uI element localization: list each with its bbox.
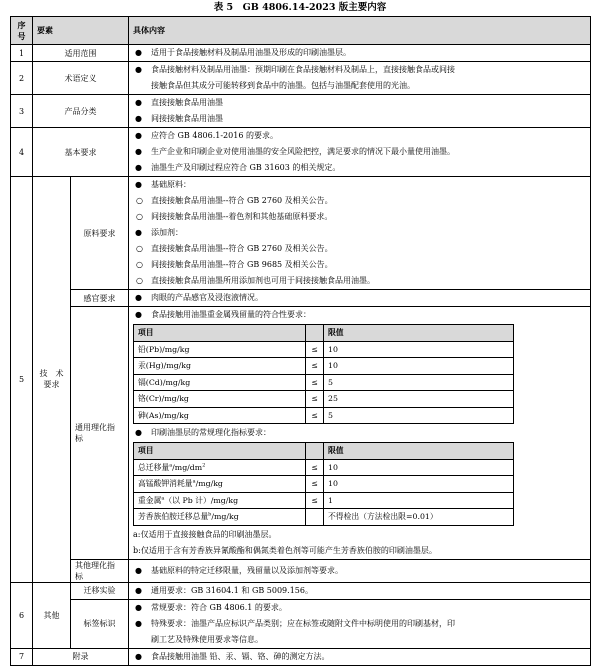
bullet-icon: ● — [135, 618, 142, 628]
bullet-icon: ● — [135, 651, 142, 661]
bullet-icon: ● — [135, 565, 142, 575]
table-row: 重金属$^a$（以 Pb 计）/mg/kg ≤ 1 — [134, 492, 514, 509]
sub-item-other: 其他理化指 标 — [71, 559, 129, 582]
row-content: ● 直接接触食品用油墨 ● 间接接触食品用油墨 — [129, 95, 591, 128]
row-num: 6 — [11, 582, 33, 648]
table-row — [11, 62, 591, 95]
bullet-icon: ● — [135, 147, 142, 156]
row-num: 1 — [11, 45, 33, 62]
row-item: 基本要求 — [33, 128, 129, 177]
physchem-content: ● 食品接触用油墨重金属残留量的符合性要求： 项目 限值 铅(Pb)/mg/kg ≤ 10 汞(Hg)/mg/kg ≤ 10 镉(Cd)/mg/kg ≤ 5 铬(Cr)/mg/kg ≤ 25 砷(As)/mg/kg ≤ 5 ● 印刷油墨层的常规理化指标要求： 项目 限值 总迁移量$^a/mg/dm^2$ ≤ 10 高锰酸钾消耗量$^a$/mg/kg ≤ 10 重金属$^a$（以 Pb 计）/mg/kg ≤ 1 芳香族伯胺迁移总量$^b$/mg/kg 不得检出（方法检出限=0.01） a:仅适用于直接接触食品的印刷油墨层。 b:仅适用于含有芳香族异氰酸酯和偶氮类着色剂等可能产生芳香族伯胺的印刷油墨层。 — [129, 307, 591, 560]
row-num: 4 — [11, 128, 33, 177]
table-row — [11, 290, 591, 307]
sub-item-migration: 迁移实验 — [71, 582, 129, 599]
bullet-icon: ● — [135, 114, 142, 123]
bullet-icon: ● — [135, 131, 142, 140]
bullet-icon: ● — [135, 293, 142, 302]
table-row: 铅(Pb)/mg/kg ≤ 10 — [134, 341, 514, 358]
inner-header-row: 项目 限值 — [134, 443, 514, 460]
table-row — [11, 648, 591, 665]
content-table — [10, 16, 591, 666]
table-row — [11, 177, 591, 290]
table-row: 汞(Hg)/mg/kg ≤ 10 — [134, 358, 514, 375]
bullet-icon: ● — [135, 180, 142, 189]
table-header-row — [11, 17, 591, 45]
row-item: 其他 — [33, 582, 71, 648]
table-row: 总迁移量$^a/mg/dm^2$ ≤ 10 — [134, 459, 514, 476]
inner-header-row: 项目 限值 — [134, 325, 514, 342]
row-item: 适用范围 — [33, 45, 129, 62]
row-content: ● 食品接触用油墨 铅、汞、镉、铬、砷的测定方法。 — [129, 648, 591, 665]
row-num: 2 — [11, 62, 33, 95]
bullet-icon: ● — [135, 65, 142, 74]
row-num: 5 — [11, 177, 33, 583]
row-num: 7 — [11, 648, 33, 665]
row-item: 产品分类 — [33, 95, 129, 128]
circle-bullet-icon: ○ — [136, 212, 143, 221]
header-content: 具体内容 — [129, 17, 591, 45]
row-item: 术语定义 — [33, 62, 129, 95]
row-num: 3 — [11, 95, 33, 128]
heavy-metal-table — [133, 324, 514, 424]
table-row — [11, 95, 591, 128]
table-row — [11, 599, 591, 648]
bullet-icon: ● — [135, 602, 142, 612]
migration-content: ● 通用要求：GB 31604.1 和 GB 5009.156。 — [129, 582, 591, 599]
bullet-icon: ● — [135, 310, 142, 319]
table-row — [11, 559, 591, 582]
circle-bullet-icon: ○ — [136, 244, 143, 253]
sub-item-raw: 原料要求 — [71, 177, 129, 290]
bullet-icon: ● — [135, 228, 142, 237]
circle-bullet-icon: ○ — [136, 260, 143, 269]
table-row: 砷(As)/mg/kg ≤ 5 — [134, 407, 514, 424]
sub-item-sensory: 感官要求 — [71, 290, 129, 307]
bullet-icon: ● — [135, 585, 142, 595]
labeling-content: ● 常规要求：符合 GB 4806.1 的要求。 ● 特殊要求：油墨产品应标识产品类别；应在标签或随附文件中标明使用的印刷基材，印 刷工艺及特殊使用要求等信息。 — [129, 599, 591, 648]
row-content: ● 食品接触材料及制品用油墨：预期印刷在食品接触材料及制品上，直接接触食品或间接 接触食品但其成分可能转移到食品中的油墨。包括与油墨配套使用的光油。 — [129, 62, 591, 95]
row-content: ● 适用于食品接触材料及制品用油墨及形成的印刷油墨层。 — [129, 45, 591, 62]
table-row: 芳香族伯胺迁移总量$^b$/mg/kg 不得检出（方法检出限=0.01） — [134, 509, 514, 526]
bullet-icon: ● — [135, 163, 142, 172]
header-num: 序号 — [11, 17, 33, 45]
circle-bullet-icon: ○ — [136, 196, 143, 205]
footnote-b: b:仅适用于含有芳香族异氰酸酯和偶氮类着色剂等可能产生芳香族伯胺的印刷油墨层。 — [133, 545, 437, 555]
table-row — [11, 128, 591, 177]
sensory-content: ● 肉眼的产品感官及浸泡液情况。 — [129, 290, 591, 307]
bullet-icon: ● — [135, 48, 142, 57]
footnote-a: a:仅适用于直接接触食品的印刷油墨层。 — [133, 529, 277, 539]
sub-item-labeling: 标签标识 — [71, 599, 129, 648]
bullet-icon: ● — [135, 98, 142, 107]
table-row — [11, 307, 591, 560]
circle-bullet-icon: ○ — [136, 276, 143, 285]
raw-content: ● 基础原料： ○ 直接接触食品用油墨--符合 GB 2760 及相关公告。 ○ 间接接触食品用油墨--着色剂和其他基础原料要求。 ● 添加剂： ○ 直接接触食品用油墨--符合 GB 2760 及相关公告。 ○ 间接接触食品用油墨--符合 GB 9685 及相关公告。 ○ 直接接触食品用油墨所用添加剂也可用于间接接触食品用油墨。 — [129, 177, 591, 290]
table-row: 高锰酸钾消耗量$^a$/mg/kg ≤ 10 — [134, 476, 514, 493]
physchem-index-table — [133, 442, 514, 526]
other-content: ● 基础原料的特定迁移限量，残留量以及添加剂等要求。 — [129, 559, 591, 582]
table-row — [11, 45, 591, 62]
table-row: 镉(Cd)/mg/kg ≤ 5 — [134, 374, 514, 391]
table-caption: 表 5 GB 4806.14-2023 版主要内容 — [213, 2, 387, 13]
bullet-icon: ● — [135, 428, 142, 437]
table-row — [11, 582, 591, 599]
row-item: 技 术 要求 — [33, 177, 71, 583]
sub-item-physchem: 通用理化指 标 — [71, 307, 129, 560]
header-item: 要素 — [33, 17, 129, 45]
row-content: ● 应符合 GB 4806.1-2016 的要求。 ● 生产企业和印刷企业对使用油墨的安全风险把控，满足要求的情况下最小量使用油墨。 ● 油墨生产及印刷过程应符合 GB 31603 的相关规定。 — [129, 128, 591, 177]
table-row: 铬(Cr)/mg/kg ≤ 25 — [134, 391, 514, 408]
row-item: 附录 — [33, 648, 129, 665]
